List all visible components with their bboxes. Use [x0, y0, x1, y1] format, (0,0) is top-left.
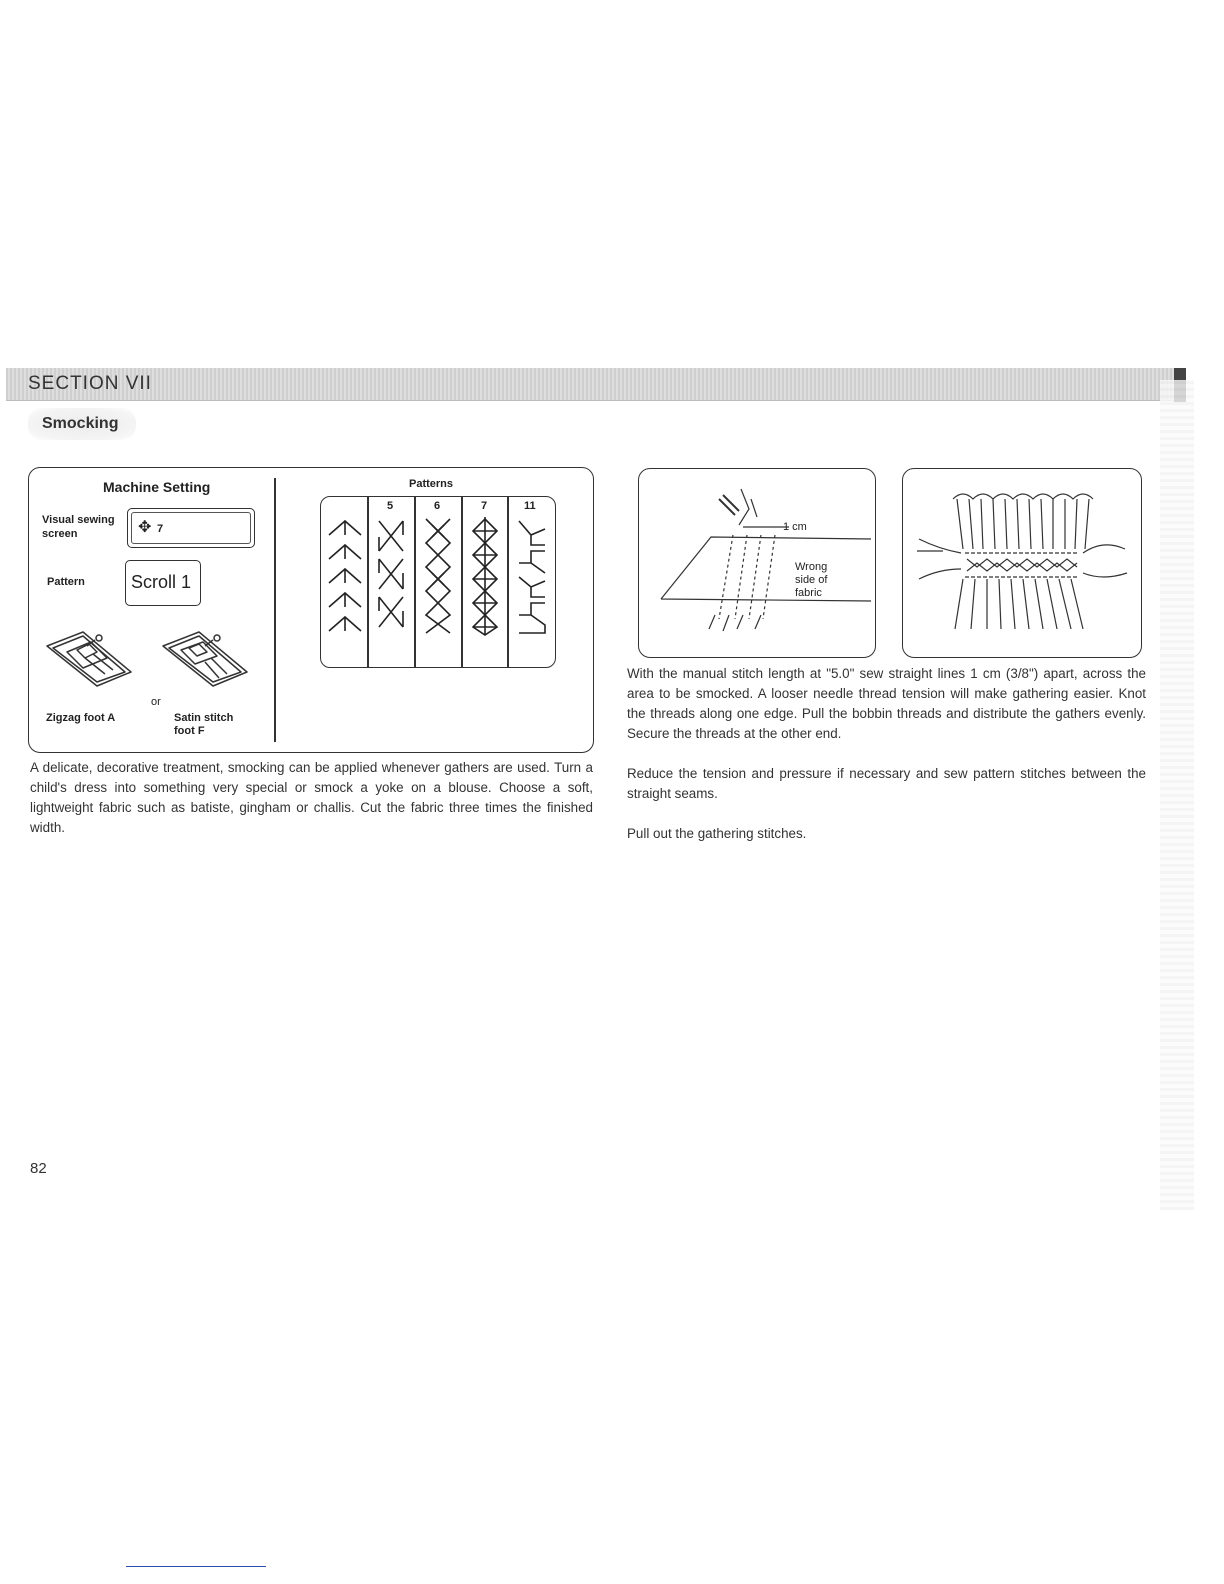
- pattern-col-11: 11: [524, 500, 536, 512]
- screen-value: 7: [157, 523, 164, 535]
- pattern-label: Pattern: [47, 576, 85, 588]
- instruction-paragraph-3: Pull out the gathering stitches.: [627, 826, 807, 841]
- pattern-value-box: [125, 560, 201, 606]
- patterns-title: Patterns: [409, 478, 454, 490]
- section-title: SECTION VII: [28, 373, 152, 394]
- stitch-7-icon: [469, 515, 501, 637]
- machine-setting-panel: [28, 467, 594, 753]
- figure-straight-lines: [638, 468, 876, 658]
- measure-label: 1 cm: [783, 521, 807, 533]
- gathered-fabric-illustration: [903, 469, 1141, 657]
- patterns-table: [320, 496, 556, 668]
- visual-sewing-screen: [127, 508, 255, 548]
- page-edge-texture: [1160, 380, 1194, 1210]
- zigzag-foot-label: Zigzag foot A: [46, 712, 116, 724]
- satin-foot-label: Satin stitch foot F: [174, 712, 234, 737]
- instruction-paragraph-2: Reduce the tension and pressure if necessary and sew pattern stitches between the straight seams.: [627, 766, 1146, 801]
- pattern-col-5: 5: [387, 500, 394, 512]
- stitch-6-icon: [422, 515, 454, 637]
- footer-rule: [126, 1566, 266, 1567]
- fabric-label: Wrong side of fabric: [795, 561, 828, 599]
- pattern-value: Scroll 1: [131, 572, 192, 592]
- instruction-paragraph-1: With the manual stitch length at "5.0" sew straight lines 1 cm (3/8") apart, across the area to be smocked. A looser needle thread tension will make gathering easier. Knot the threads along one edge. Pull the bobbin threads and distribute the gathers evenly. Secure the threads at the other end.: [627, 666, 1146, 741]
- page-title: Smocking: [42, 415, 119, 432]
- machine-setting-title: Machine Setting: [103, 479, 211, 495]
- or-label: or: [151, 696, 161, 708]
- pattern-col-6: 6: [434, 500, 441, 512]
- stitch-chevron-icon: [327, 515, 363, 637]
- page-title-badge: [28, 408, 136, 440]
- needle-position-icon: ✥: [138, 519, 152, 536]
- stitch-11-icon: [515, 515, 549, 637]
- zigzag-foot-icon: [43, 628, 135, 690]
- satin-stitch-foot-icon: [159, 628, 251, 690]
- figure-gathered-fabric: [902, 468, 1142, 658]
- page-number: 82: [30, 1160, 47, 1177]
- stitch-5-icon: [375, 515, 407, 637]
- section-header-band: [6, 368, 1184, 401]
- visual-sewing-label: Visual sewing screen: [42, 514, 115, 540]
- fabric-lines-illustration: [639, 469, 875, 657]
- panel-divider: [274, 478, 276, 742]
- pattern-col-7: 7: [481, 500, 488, 512]
- intro-paragraph: A delicate, decorative treatment, smocking can be applied whenever gathers are used. Turn a child's dress into something very special or smock a yoke on a blouse. Choose a soft, lightweight fabric such as batiste, gingham or challis. Cut the fabric three times the finished width.: [30, 760, 593, 835]
